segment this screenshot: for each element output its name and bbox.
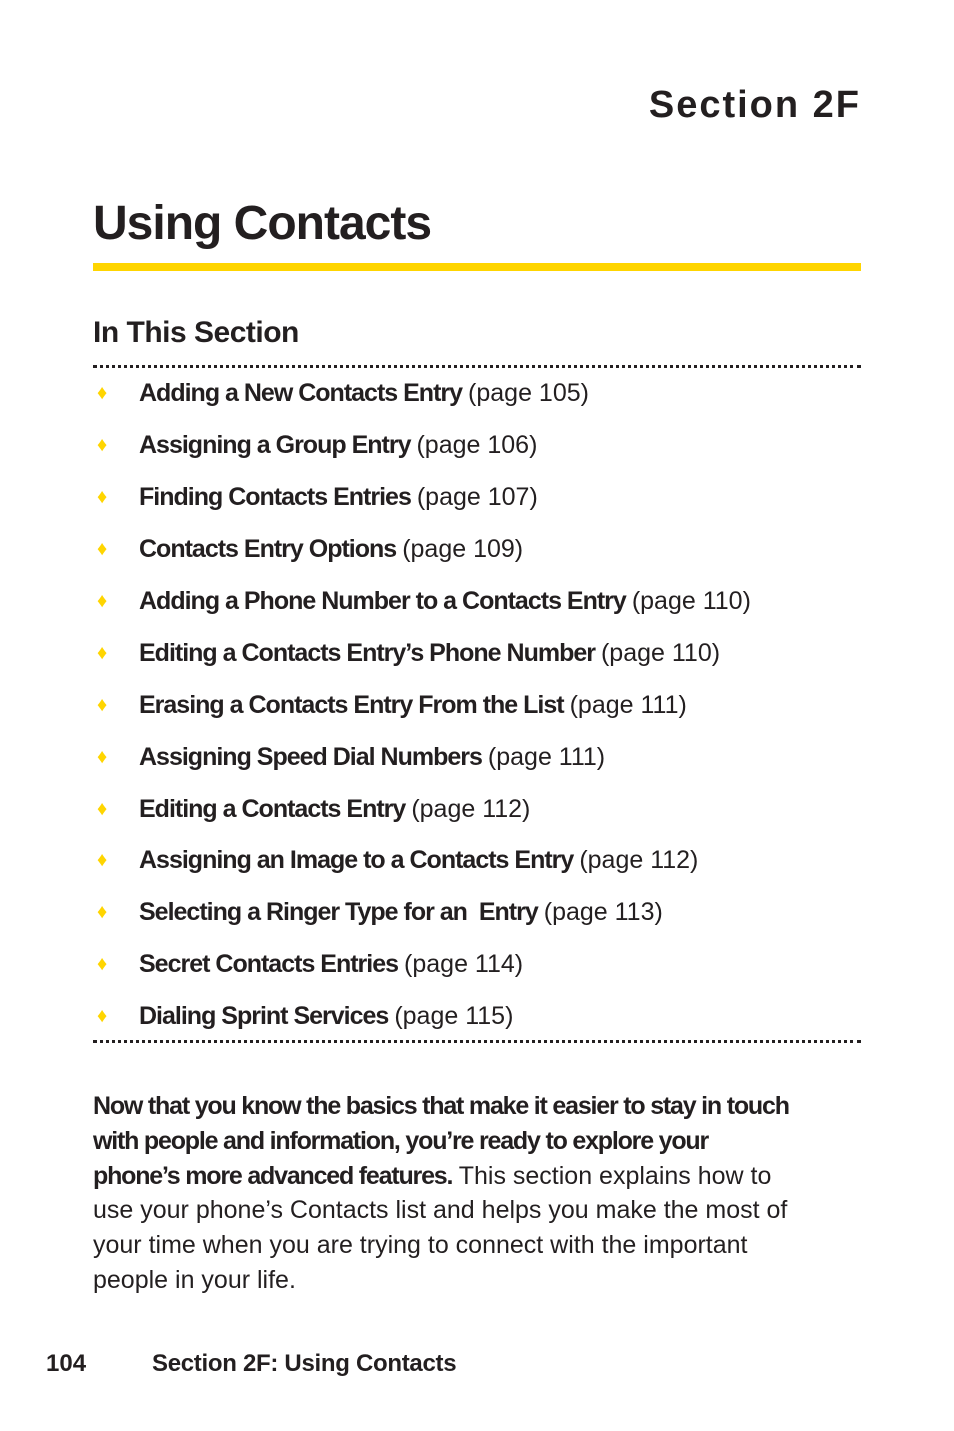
list-item [93,627,861,679]
list-item [93,939,861,991]
diamond-bullet-icon: ♦ [97,849,108,872]
list-item [93,576,861,628]
entry-page: (page 111) [487,742,606,771]
list-item [93,420,861,472]
entry-title: Secret Contacts Entries [139,950,399,979]
entry-page: (page 110) [600,638,721,667]
entry-page: (page 113) [543,898,663,927]
diamond-bullet-icon: ♦ [97,693,108,716]
entry-page: (page 105) [468,379,589,408]
intro-paragraph [93,1089,793,1298]
entry-title: Erasing a Contacts Entry From the List [139,690,564,719]
diamond-bullet-icon: ♦ [97,590,108,612]
entry-title: Assigning an Image to a Contacts Entry [139,846,574,875]
diamond-bullet-icon: ♦ [97,745,108,768]
in-this-section-heading: In This Section [93,316,299,349]
list-item [93,783,861,835]
intro-bold-text: Now that you know the basics that make it easier to stay in touch with people and information, you’re ready to explore your phone’s more advanced features. [93,1092,789,1190]
diamond-bullet-icon: ♦ [97,901,108,924]
list-item [93,368,861,420]
entry-page: (page 112) [411,794,531,823]
list-item [93,731,861,783]
intro-regular-text: This section explains how to use your phone’s Contacts list and helps you make the most of your time when you are trying to connect with the important people in your life. [93,1161,788,1294]
diamond-bullet-icon: ♦ [97,434,108,457]
entry-title: Selecting a Ringer Type for an Entry [139,898,538,927]
footer-section-title: Section 2F: Using Contacts [152,1350,457,1377]
entry-title: Assigning a Group Entry [139,431,411,460]
entry-page: (page 107) [416,483,538,512]
list-item [93,835,861,887]
title-underline [93,263,861,271]
diamond-bullet-icon: ♦ [97,382,108,405]
entry-page: (page 114) [404,950,524,979]
diamond-bullet-icon: ♦ [97,953,108,976]
entry-title: Adding a New Contacts Entry [139,379,463,408]
entry-title: Editing a Contacts Entry’s Phone Number [139,638,595,667]
entry-title: Adding a Phone Number to a Contacts Entry [139,587,626,615]
diamond-bullet-icon: ♦ [97,641,108,664]
entry-page: (page 106) [416,431,538,460]
section-label: Section 2F [648,84,861,126]
entry-page: (page 112) [579,846,699,875]
list-item [93,991,861,1043]
entry-title: Editing a Contacts Entry [139,794,406,823]
diamond-bullet-icon: ♦ [97,797,108,820]
page-title: Using Contacts [93,197,432,250]
list-item [93,887,861,939]
entry-page: (page 110) [631,587,751,615]
entry-title: Contacts Entry Options [139,535,397,564]
diamond-bullet-icon: ♦ [97,538,108,561]
diamond-bullet-icon: ♦ [97,1005,108,1028]
list-item [93,679,861,731]
entry-page: (page 109) [402,535,524,564]
section-contents-list [93,368,861,1043]
entry-page: (page 115) [394,1002,514,1031]
toc-bottom-divider [93,1040,861,1043]
diamond-bullet-icon: ♦ [97,486,108,509]
list-item [93,472,861,524]
entry-title: Assigning Speed Dial Numbers [139,742,482,771]
list-item [93,524,861,576]
entry-title: Finding Contacts Entries [139,483,411,512]
footer-page-number: 104 [46,1350,87,1377]
entry-title: Dialing Sprint Services [139,1002,389,1031]
entry-page: (page 111) [569,690,687,719]
